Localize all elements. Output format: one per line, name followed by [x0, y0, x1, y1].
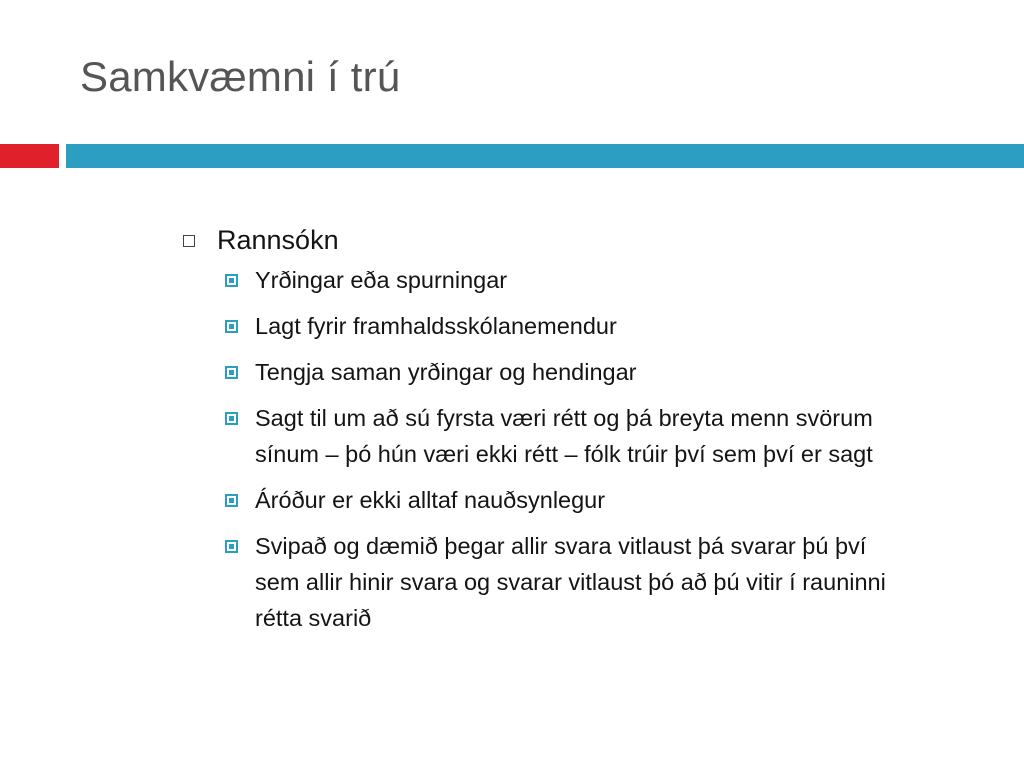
bullet-level1-item	[183, 222, 903, 258]
bullet-level2-item	[225, 400, 903, 472]
bullet-level2-text: Áróður er ekki alltaf nauðsynlegur	[255, 487, 606, 513]
bullet-level2-text: Lagt fyrir framhaldsskólanemendur	[255, 313, 617, 339]
bullet-level2-text: Svipað og dæmið þegar allir svara vitlaust þá svarar þú því sem allir hinir svara og svarar vitlaust þó að þú vitir í rauninni rétta svarið	[255, 533, 886, 631]
filled-square-icon	[225, 540, 238, 553]
filled-square-icon	[225, 494, 238, 507]
slide-title: Samkvæmni í trú	[80, 53, 401, 100]
accent-bar-blue	[66, 144, 1024, 168]
bullet-level2-text: Yrðingar eða spurningar	[255, 267, 508, 293]
bullet-level2-item	[225, 308, 903, 344]
filled-square-icon	[225, 412, 238, 425]
bullet-level1-text: Rannsókn	[217, 225, 339, 255]
bullet-level2-text: Tengja saman yrðingar og hendingar	[255, 359, 637, 385]
filled-square-icon	[225, 274, 238, 287]
filled-square-icon	[225, 320, 238, 333]
bullet-level2-item	[225, 528, 903, 636]
bullet-level2-list	[183, 262, 903, 636]
bullet-content	[183, 222, 903, 646]
bullet-level2-text: Sagt til um að sú fyrsta væri rétt og þá breyta menn svörum sínum – þó hún væri ekki rétt – fólk trúir því sem því er sagt	[255, 405, 873, 467]
hollow-square-icon	[183, 235, 195, 247]
bullet-level2-item	[225, 262, 903, 298]
bullet-level2-item	[225, 354, 903, 390]
bullet-level2-item	[225, 482, 903, 518]
filled-square-icon	[225, 366, 238, 379]
accent-bar-red	[0, 144, 59, 168]
